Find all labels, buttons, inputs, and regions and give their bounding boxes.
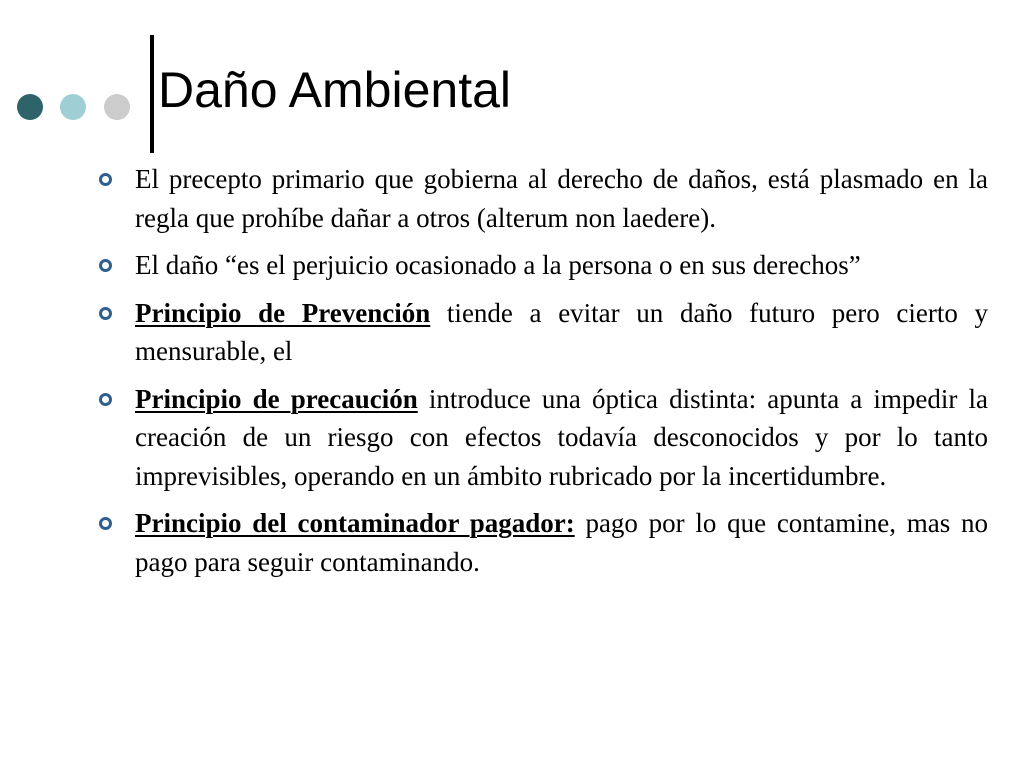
list-item bbox=[96, 504, 988, 581]
bullet-term: Principio de precaución bbox=[135, 383, 418, 414]
decorative-dot-dark bbox=[17, 94, 43, 120]
list-item bbox=[96, 294, 988, 371]
ring-bullet-icon bbox=[99, 173, 112, 186]
bullet-text: tiende a evitar un daño futuro pero cierto y mensurable, el bbox=[135, 297, 988, 366]
list-item bbox=[96, 246, 988, 285]
ring-bullet-icon bbox=[99, 259, 112, 272]
list-item bbox=[96, 160, 988, 237]
bullet-term: Principio del contaminador pagador: bbox=[135, 508, 575, 538]
bullet-text: introduce una óptica distinta: apunta a impedir la creación de un riesgo con efectos todavía desconocidos y por lo tanto imprevisibles, operando en un ámbito rubricado por la incertidumbre. bbox=[135, 383, 988, 491]
bullet-term: Principio de Prevención bbox=[135, 297, 431, 328]
bullet-text: El daño “es el perjuicio ocasionado a la persona o en sus derechos” bbox=[135, 250, 861, 280]
decorative-dot-gray bbox=[104, 94, 130, 120]
slide-title: Daño Ambiental bbox=[158, 62, 512, 118]
ring-bullet-icon bbox=[99, 393, 112, 406]
decorative-dot-light bbox=[60, 94, 86, 120]
bullet-text: pago por lo que contamine, mas no pago para seguir contaminando. bbox=[135, 508, 988, 577]
bullet-text: El precepto primario que gobierna al derecho de daños, está plasmado en la regla que prohíbe dañar a otros (alterum non laedere). bbox=[135, 164, 988, 233]
list-item bbox=[96, 380, 988, 496]
title-divider-line bbox=[150, 35, 154, 153]
ring-bullet-icon bbox=[99, 517, 112, 530]
ring-bullet-icon bbox=[99, 307, 112, 320]
bullet-list bbox=[96, 160, 988, 590]
